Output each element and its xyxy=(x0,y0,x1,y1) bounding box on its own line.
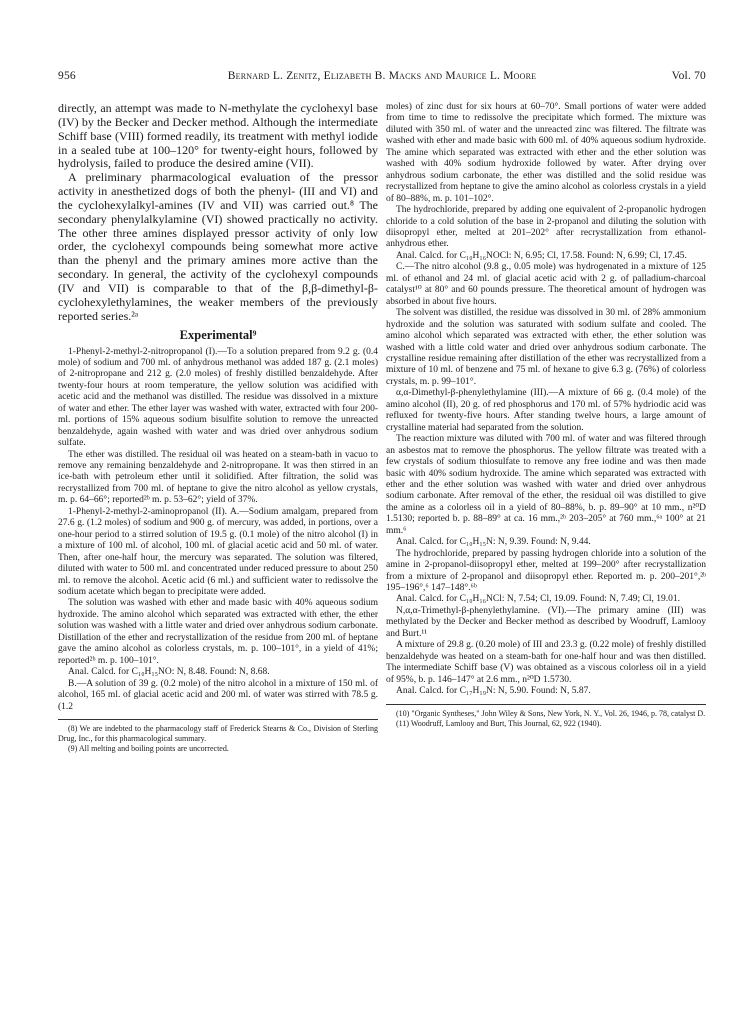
analysis-line: Anal. Calcd. for C₁₀H₁₆NOCl: N, 6.95; Cl, 17.58. Found: N, 6.99; Cl, 17.45. xyxy=(396,250,687,261)
analysis-line: Anal. Calcd. for C₁₀H₁₅N: N, 9.39. Found: N, 9.44. xyxy=(396,537,591,548)
experimental-paragraph: The solution was washed with ether and made basic with 40% aqueous sodium hydroxide. The amino alcohol which separated was extracted with ether, the ether solution was washed with a little water and dried over anhydrous sodium carbonate. Distillation of the ether and recrystallization of the residue from 200 ml. of heptane gave the amino alcohol as colorless crystals, m. p. 100–101°, in a yield of 41%; reported²ᵇ m. p. 100–101°. xyxy=(58,598,378,666)
experimental-paragraph: α,α-Dimethyl-β-phenylethylamine (III).—A mixture of 66 g. (0.4 mole) of the amino alcohol (II), 20 g. of red phosphorus and 170 ml. of 57% hydriodic acid was refluxed for twenty-five hours. After standing twelve hours, a large amount of crystalline material had separated from the solution. xyxy=(386,388,706,433)
experimental-paragraph: C.—The nitro alcohol (9.8 g., 0.05 mole) was hydrogenated in a mixture of 125 ml. of ethanol and 24 ml. of glacial acetic acid with 2 g. of palladium-charcoal catalyst¹⁰ at 80° and 60 pounds pressure. The theoretical amount of hydrogen was absorbed in about five hours. xyxy=(386,262,706,307)
experimental-paragraph: B.—A solution of 39 g. (0.2 mole) of the nitro alcohol in a mixture of 150 ml. of alcohol, 165 ml. of glacial acetic acid and 200 ml. of water was stirred with 78.5 g. (1.2 xyxy=(58,678,378,712)
analysis-line: Anal. Calcd. for C₁₀H₁₆NCl: N, 7.54; Cl, 19.09. Found: N, 7.49; Cl, 19.01. xyxy=(396,594,680,605)
footnote: (8) We are indebted to the pharmacology staff of Frederick Stearns & Co., Division of Sterling Drug, Inc., for this pharmacological summary. xyxy=(58,724,378,743)
experimental-paragraph: The solvent was distilled, the residue was dissolved in 30 ml. of 28% ammonium hydroxide and the solution was saturated with sodium sulfate and cooled. The amino alcohol which separated was extracted with ether, the ether solution was washed with a little cold water and dried over anhydrous sodium carbonate. The crystalline residue remaining after distillation of the ether was recrystallized from a mixture of 10 ml. of benzene and 75 ml. of hexane to give 6.3 g. (76%) of colorless crystals, m. p. 99–101°. xyxy=(386,308,706,387)
footnote-divider xyxy=(58,719,378,720)
experimental-paragraph: 1-Phenyl-2-methyl-2-aminopropanol (II). A.—Sodium amalgam, prepared from 27.6 g. (1.2 moles) of sodium and 900 g. of mercury, was added, in portions, over a one-hour period to a stirred solution of 19.5 g. (0.1 mole) of the nitro alcohol (I) in a mixture of 100 ml. of alcohol, 100 ml. of glacial acetic acid and 50 ml. of water. Then, after one-half hour, the mercury was separated. The solution was filtered, diluted with water to 500 ml. and concentrated under reduced pressure to about 250 ml. to remove the alcohol. Acetic acid (6 ml.) and sufficient water to redissolve the sodium acetate which began to precipitate were added. xyxy=(58,506,378,598)
footnote: (9) All melting and boiling points are uncorrected. xyxy=(68,744,229,753)
experimental-paragraph: N,α,α-Trimethyl-β-phenylethylamine. (VI).—The primary amine (III) was methylated by the Decker and Becker method as described by Woodruff, Lamlooy and Burt.¹¹ xyxy=(386,605,706,639)
footnote: (10) "Organic Syntheses," John Wiley & Sons, New York, N. Y., Vol. 26, 1946, p. 78, catalyst D. xyxy=(396,708,706,718)
experimental-paragraph: A mixture of 29.8 g. (0.20 mole) of III and 23.3 g. (0.22 mole) of freshly distilled benzaldehyde was heated on a steam-bath for one-half hour and was then distilled. The intermediate Schiff base (V) was obtained as a viscous colorless oil in a yield of 95%, b. p. 146–147° at 2.6 mm., n²⁰D 1.5730. xyxy=(386,640,706,685)
experimental-paragraph: moles) of zinc dust for six hours at 60–70°. Small portions of water were added from time to time to redissolve the precipitate which formed. The mixture was diluted with 350 ml. of water and the unreacted zinc was filtered. The filtrate was washed with ether and made basic with 600 ml. of 40% aqueous sodium hydroxide. The amine which separated was extracted with ether and the ether solution was washed with 40% sodium hydroxide followed by water. After drying over anhydrous sodium carbonate, the ether was distilled and the solid residue was recrystallized from heptane to give the amino alcohol as colorless crystals in a yield of 80–88%, m. p. 101–102°. xyxy=(386,102,706,204)
right-column xyxy=(386,102,706,729)
paragraph: directly, an attempt was made to N-methylate the cyclohexyl base (IV) by the Becker and Decker method. Although the intermediate Schiff base (VIII) formed readily, its treatment with methyl iodide in a sealed tube at 100–120° for twenty-eight hours, followed by hydrolysis, failed to produce the desired amine (VII). xyxy=(58,102,378,171)
experimental-paragraph: The hydrochloride, prepared by passing hydrogen chloride into a solution of the amine in 2-propanol-diisopropyl ether, melted at 199–200° after recrystallization from a mixture of 2-propanol and diisopropyl ether. Reported m. p. 200–201°,²ᵇ 195–196°,⁶ 147–148°.⁶ᵇ xyxy=(386,548,706,594)
experimental-paragraph: The reaction mixture was diluted with 700 ml. of water and was filtered through an asbestos mat to remove the phosphorus. The yellow filtrate was treated with a few crystals of sodium thiosulfate to remove any free iodine and was then made basic with 40% sodium hydroxide. The amine which separated was extracted with ether and the ether solution was washed with water and dried over anhydrous sodium carbonate. After removal of the ether, the residual oil was distilled to give the amine as a colorless oil in a yield of 80–88%, b. p. 89–90° at 10 mm., n²⁰D 1.5130; reported b. p. 88–89° at ca. 16 mm.,²ᵇ 203–205° at 760 mm.,⁶ᵃ 100° at 21 mm.⁶ xyxy=(386,434,706,536)
left-column xyxy=(58,102,378,754)
experimental-paragraph: The hydrochloride, prepared by adding one equivalent of 2-propanolic hydrogen chloride to a cold solution of the base in 2-propanol and diluting the solution with diisopropyl ether, melted at 201–202° after recrystallization from ethanol-anhydrous ether. xyxy=(386,205,706,250)
volume-label: Vol. 70 xyxy=(671,70,706,82)
section-heading: Experimental⁹ xyxy=(179,327,257,342)
footnote-divider xyxy=(386,704,706,705)
experimental-paragraph: 1-Phenyl-2-methyl-2-nitropropanol (I).—To a solution prepared from 9.2 g. (0.4 mole) of sodium and 700 ml. of anhydrous methanol was added 187 g. (2.1 moles) of 2-nitropropane and 212 g. (2.0 moles) of freshly distilled benzaldehyde. After twenty-four hours at room temperature, the yellow solution was acidified with acetic acid and the methanol was distilled. The residue was dissolved in a mixture of water and ether. The ether layer was washed with water, extracted with four 200-ml. portions of 15% aqueous sodium bisulfite solution to remove the unreacted benzaldehyde, again washed with water and was dried over anhydrous sodium sulfate. xyxy=(58,346,378,449)
paragraph: A preliminary pharmacological evaluation of the pressor activity in anesthetized dogs of both the phenyl- (III and VI) and the cyclohexylalkyl-amines (IV and VII) was carried out.⁸ The secondary phenylalkylamine (VI) showed practically no activity. The other three amines displayed pressor activity of only low order, the cyclohexyl compounds being somewhat more active than the phenyl and the primary amines more active than the secondary. In general, the activity of the cyclohexyl compounds (IV and VII) is comparable to that of the β,β-dimethyl-β-cyclohexylethylamines, the weaker members of the previously reported series.²ᵃ xyxy=(58,170,378,323)
page-number: 956 xyxy=(58,70,76,82)
running-authors: Bernard L. Zenitz, Elizabeth B. Macks and Maurice L. Moore xyxy=(227,70,537,82)
analysis-line: Anal. Calcd. for C₁₀H₁₅NO: N, 8.48. Found: N, 8.68. xyxy=(68,667,270,678)
analysis-line: Anal. Calcd. for C₁₇H₁₉N: N, 5.90. Found: N, 5.87. xyxy=(396,686,591,697)
running-header xyxy=(58,70,706,86)
footnote: (11) Woodruff, Lamlooy and Burt, This Journal, 62, 922 (1940). xyxy=(396,718,602,728)
experimental-paragraph: The ether was distilled. The residual oil was heated on a steam-bath in vacuo to remove any remaining benzaldehyde and 2-nitropropane. It was then stirred in an ice-bath with petroleum ether until it solidified. After filtration, the solid was recrystallized from 700 ml. of heptane to give the nitro alcohol as yellow crystals, m. p. 64–66°; reported²ᵇ m. p. 53–62°; yield of 37%. xyxy=(58,449,378,506)
